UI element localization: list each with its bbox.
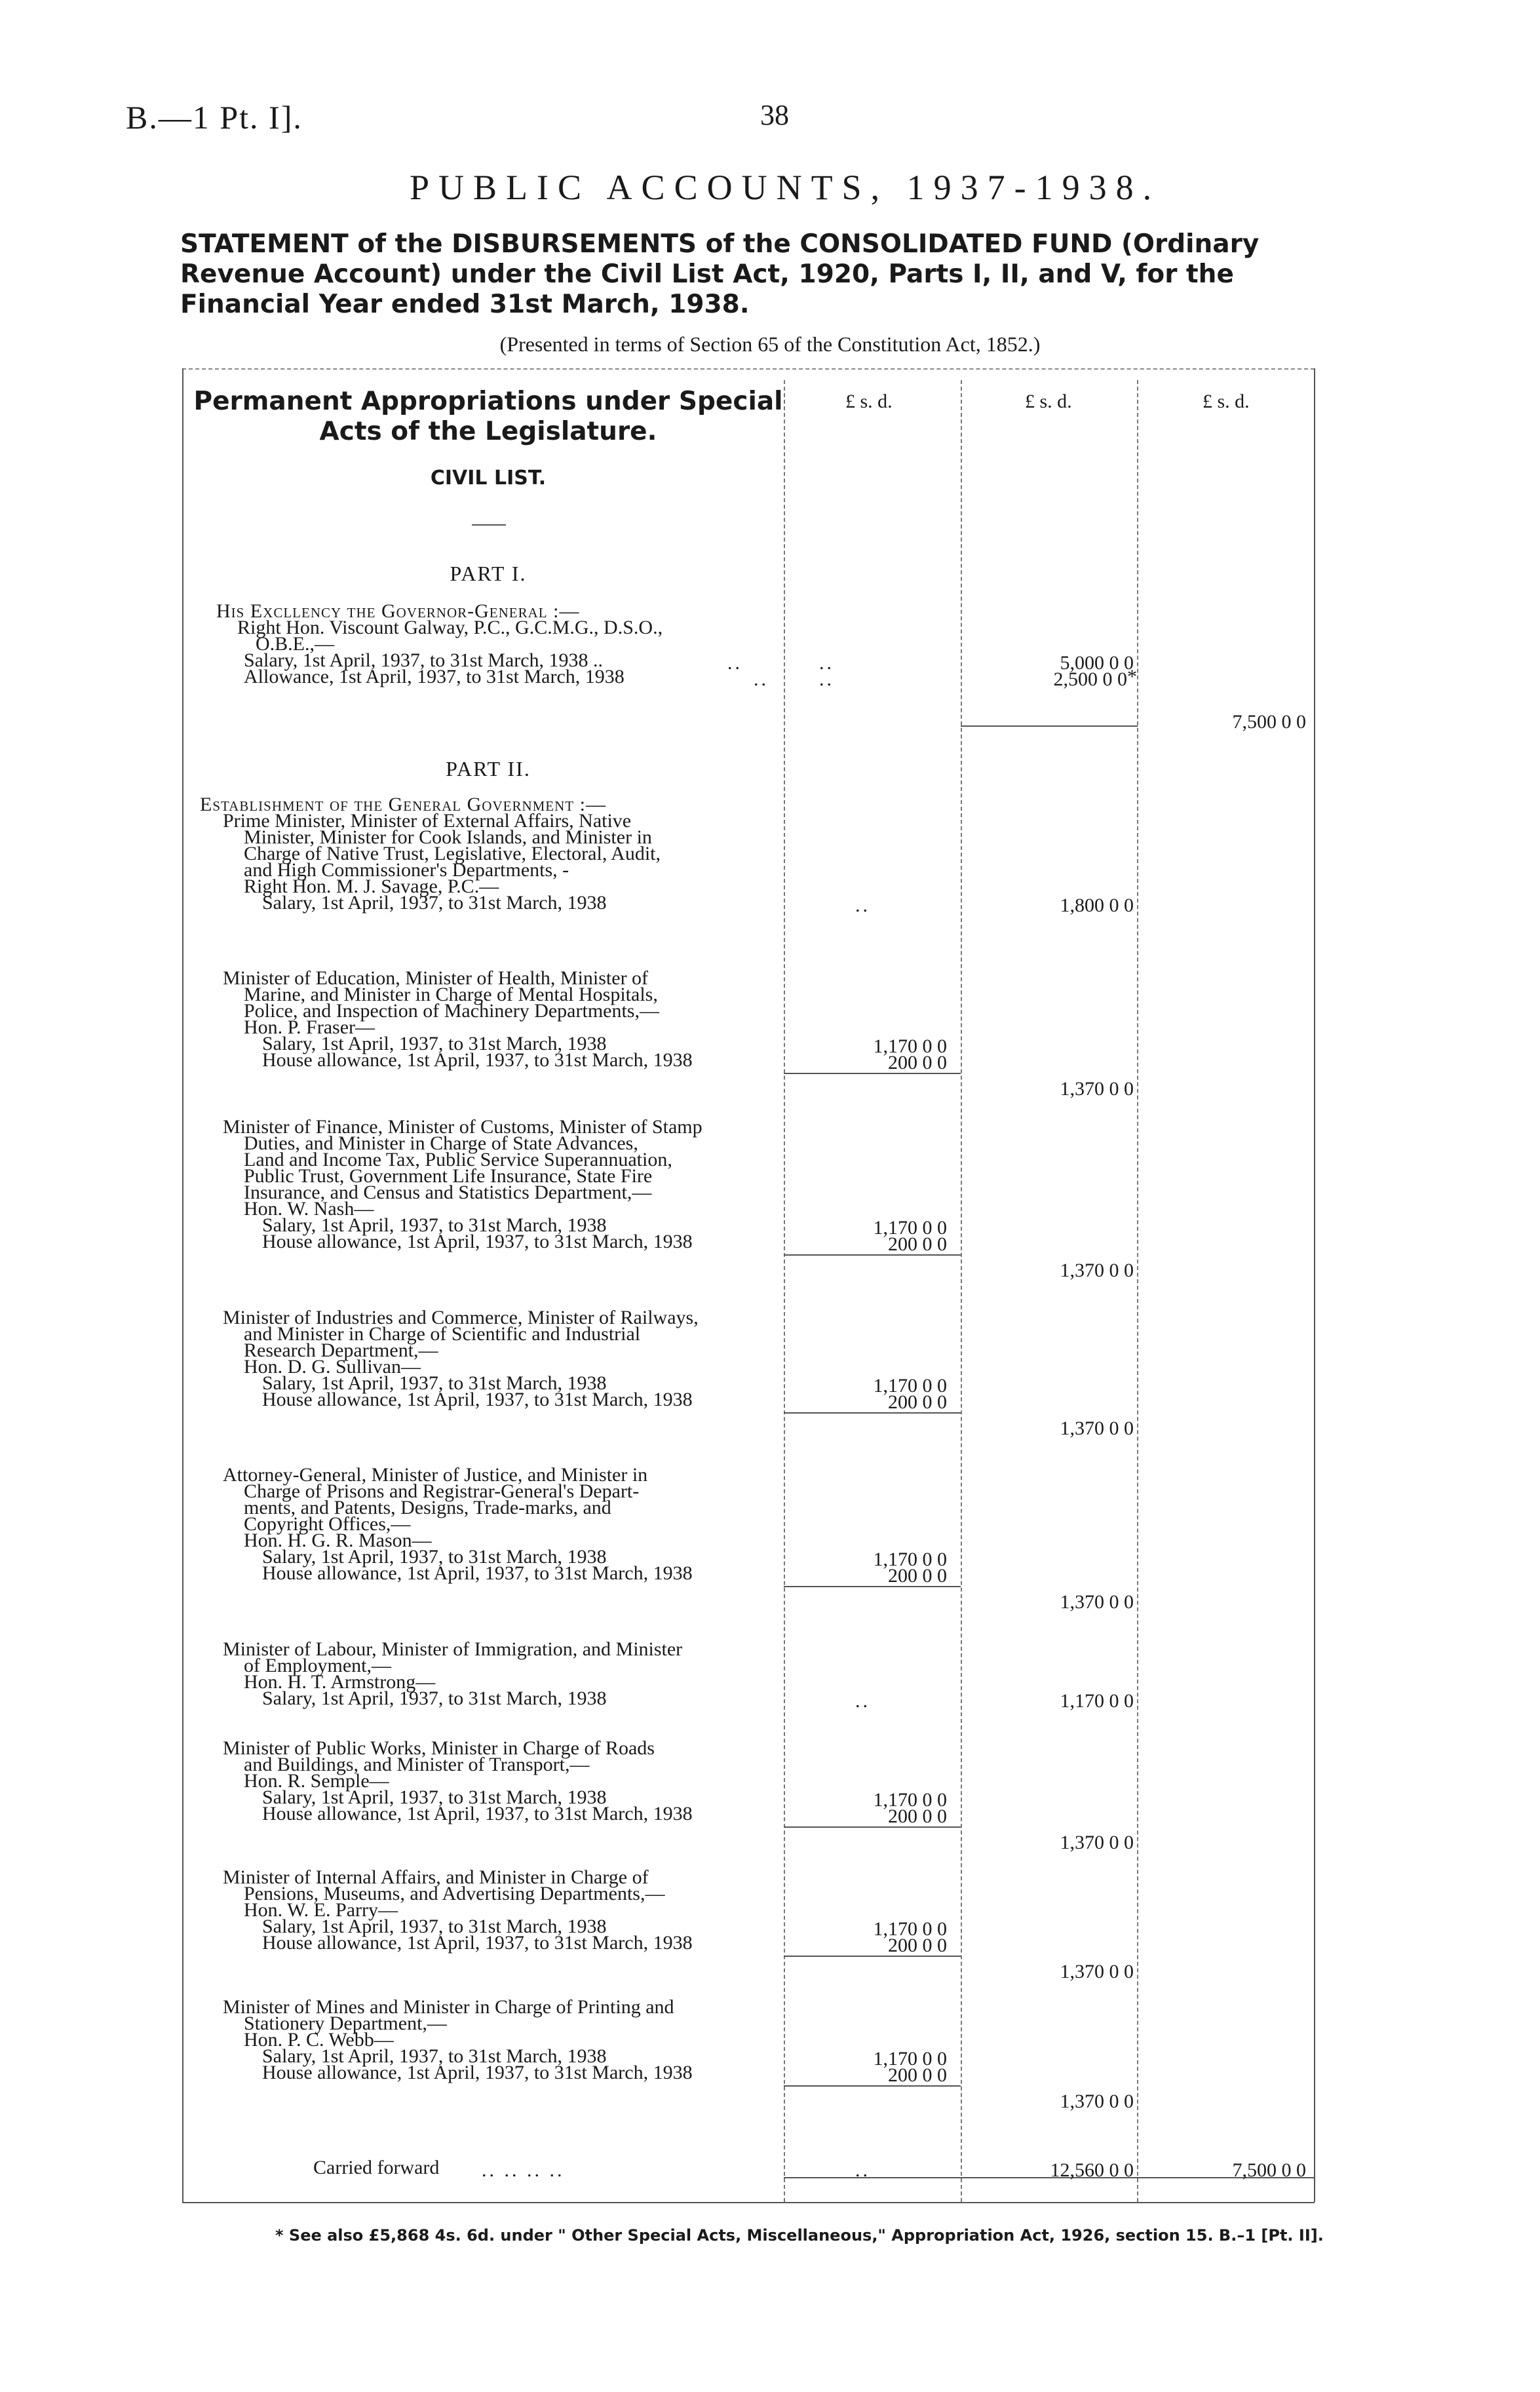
item-label: Salary, 1st April, 1937, to 31st March, 1938 [262, 2045, 607, 2067]
amount-col1: 1,170 0 0 [873, 1918, 947, 1940]
amount-col1: 1,170 0 0 [873, 2048, 947, 2070]
minister-total: 1,800 0 0 [1060, 895, 1134, 916]
text-line: Land and Income Tax, Public Service Superannuation, [244, 1149, 672, 1170]
minister-total: 1,370 0 0 [1060, 1078, 1134, 1100]
amount-col1: 200 0 0 [888, 2064, 947, 2086]
text-line: of Employment,— [244, 1655, 391, 1676]
amount-col1: 1,170 0 0 [873, 1789, 947, 1811]
item-label: Salary, 1st April, 1937, to 31st March, 1938 [262, 1786, 607, 1808]
minister-total: 1,370 0 0 [1060, 1260, 1134, 1281]
text-line: Right Hon. M. J. Savage, P.C.— [244, 876, 499, 897]
table-top-rule [182, 368, 1315, 370]
part-two-title: PART II. [446, 757, 531, 781]
text-line: ments, and Patents, Designs, Trade-marks, and [244, 1497, 611, 1518]
amount-col1: .. [855, 1690, 870, 1712]
amount-col1: 1,170 0 0 [873, 1549, 947, 1570]
column-rule-2 [961, 380, 962, 2202]
text-line: and Buildings, and Minister of Transport,— [244, 1754, 590, 1775]
text-line: Public Trust, Government Life Insurance, State Fire [244, 1165, 653, 1187]
part-two-heading: Establishment of the General Government :— [200, 794, 606, 815]
document-reference: B.—1 Pt. I]. [126, 99, 303, 136]
text-line: Hon. H. G. R. Mason— [244, 1530, 432, 1551]
subtotal-rule [784, 1073, 961, 1074]
column-header-2: £ s. d. [1025, 391, 1072, 412]
text-line: O.B.E.,— [256, 633, 334, 655]
statement-heading: STATEMENT of the DISBURSEMENTS of the CONSOLIDATED FUND (Ordinary Revenue Account) under the Civil List Act, 1920, Parts I, II, and V, for the Financial Year ended 31st March, 1938. [180, 229, 1260, 319]
subtotal-rule [784, 1826, 961, 1828]
text-line: Hon. H. T. Armstrong— [244, 1671, 436, 1693]
carried-forward-label: Carried forward [313, 2157, 440, 2178]
item-label: House allowance, 1st April, 1937, to 31st March, 1938 [262, 1389, 693, 1410]
column-rule-3 [1137, 380, 1138, 2202]
text-line: Research Department,— [244, 1340, 438, 1361]
subtotal-rule [784, 1254, 961, 1256]
minister-total: 1,370 0 0 [1060, 1591, 1134, 1613]
text-line: Charge of Prisons and Registrar-General's Depart- [244, 1480, 640, 1502]
text-line: Minister of Labour, Minister of Immigration, and Minister [223, 1638, 683, 1660]
text-line: Minister of Education, Minister of Health, Minister of [223, 967, 649, 989]
item-label: Salary, 1st April, 1937, to 31st March, 1938 [262, 1546, 607, 1568]
amount-col1: .. [819, 652, 834, 674]
part1-subtotal-rule [961, 725, 1138, 727]
carried-forward-col2: 12,560 0 0 [1050, 2159, 1134, 2181]
amount-col1: 200 0 0 [888, 1233, 947, 1255]
minister-total: 1,170 0 0 [1060, 1690, 1134, 1712]
text-line: Right Hon. Viscount Galway, P.C., G.C.M.G., D.S.O., [237, 617, 663, 638]
amount-col1: 1,170 0 0 [873, 1217, 947, 1239]
part-one-total: 7,500 0 0 [1232, 711, 1306, 733]
amount-col1: 200 0 0 [888, 1052, 947, 1073]
text-line: Hon. W. Nash— [244, 1198, 374, 1220]
item-label: House allowance, 1st April, 1937, to 31st March, 1938 [262, 1932, 693, 1954]
item-label: House allowance, 1st April, 1937, to 31st March, 1938 [262, 1049, 693, 1071]
item-label: Salary, 1st April, 1937, to 31st March, 1938 [262, 1214, 607, 1236]
item-label: Salary, 1st April, 1937, to 31st March, 1938 [262, 1033, 607, 1054]
text-line: Minister of Internal Affairs, and Minister in Charge of [223, 1866, 649, 1888]
carried-forward-col3: 7,500 0 0 [1232, 2159, 1306, 2181]
text-line: Minister of Finance, Minister of Customs, Minister of Stamp [223, 1116, 703, 1138]
civil-list-heading: CIVIL LIST. [430, 467, 547, 490]
text-line: Hon. P. Fraser— [244, 1016, 375, 1038]
text-line: Minister of Public Works, Minister in Charge of Roads [223, 1737, 655, 1759]
text-line: Minister of Mines and Minister in Charge of Printing and [223, 1996, 674, 2018]
text-line: Minister, Minister for Cook Islands, and Minister in [244, 826, 652, 848]
text-line: and Minister in Charge of Scientific and Industrial [244, 1323, 641, 1345]
text-line: Hon. D. G. Sullivan— [244, 1356, 421, 1378]
subtotal-rule [784, 1956, 961, 1957]
item-label: Allowance, 1st April, 1937, to 31st March, 1938 [244, 666, 625, 687]
footnote: * See also £5,868 4s. 6d. under " Other Special Acts, Miscellaneous," Appropriation Act, 1926, section 15. B.–1 [Pt. II]. [275, 2226, 1324, 2245]
item-label: Salary, 1st April, 1937, to 31st March, 1938 .. [244, 649, 604, 671]
item-label: House allowance, 1st April, 1937, to 31st March, 1938 [262, 1562, 693, 1584]
text-line: Pensions, Museums, and Advertising Departments,— [244, 1883, 665, 1904]
text-line: Hon. P. C. Webb— [244, 2029, 394, 2051]
amount-col1: 1,170 0 0 [873, 1035, 947, 1057]
dot-leader: .. [727, 652, 742, 674]
text-line: Charge of Native Trust, Legislative, Electoral, Audit, [244, 843, 661, 864]
item-label: Salary, 1st April, 1937, to 31st March, 1938 [262, 1916, 607, 1937]
text-line: Duties, and Minister in Charge of State Advances, [244, 1132, 638, 1154]
dot-leader: .. [754, 668, 769, 690]
text-line: Prime Minister, Minister of External Affairs, Native [223, 810, 632, 832]
amount-col2: 5,000 0 0 [1060, 652, 1134, 674]
item-label: Salary, 1st April, 1937, to 31st March, 1938 [262, 1688, 607, 1709]
table-section-title: Permanent Appropriations under Special Acts of the Legislature. [193, 387, 783, 446]
amount-col1: .. [855, 895, 870, 916]
table-right-rule [1314, 368, 1315, 2202]
footnote-marker: * [1127, 666, 1137, 687]
text-line: Hon. R. Semple— [244, 1770, 389, 1792]
subtotal-rule [784, 1412, 961, 1414]
text-line: Marine, and Minister in Charge of Mental Hospitals, [244, 984, 658, 1005]
text-line: Insurance, and Census and Statistics Department,— [244, 1182, 652, 1203]
minister-total: 1,370 0 0 [1060, 1961, 1134, 1982]
dot-leader: .. .. .. .. [482, 2159, 565, 2181]
carried-forward-col1: .. [855, 2159, 870, 2181]
text-line: Copyright Offices,— [244, 1513, 411, 1535]
text-line: Minister of Industries and Commerce, Minister of Railways, [223, 1307, 699, 1328]
minister-total: 1,370 0 0 [1060, 1418, 1134, 1439]
amount-col1: 200 0 0 [888, 1935, 947, 1956]
item-label: Salary, 1st April, 1937, to 31st March, 1938 [262, 1372, 607, 1394]
part-one-heading: His Excllency the Governor-General :— [216, 600, 580, 622]
minister-total: 1,370 0 0 [1060, 2091, 1134, 2112]
amount-col2: 2,500 0 0 [1053, 668, 1127, 690]
amount-col1: 1,170 0 0 [873, 1375, 947, 1397]
amount-col1: .. [819, 668, 834, 690]
amount-col1: 200 0 0 [888, 1565, 947, 1587]
item-label: Salary, 1st April, 1937, to 31st March, 1938 [262, 892, 607, 914]
subtotal-rule [784, 1586, 961, 1587]
minister-total: 1,370 0 0 [1060, 1832, 1134, 1853]
table-left-rule [182, 368, 183, 2202]
part-one-title: PART I. [450, 562, 527, 585]
text-line: and High Commissioner's Departments, - [244, 859, 569, 881]
heading-divider [472, 524, 506, 526]
page-number: 38 [760, 99, 789, 131]
table-bottom-rule [182, 2202, 1315, 2203]
amount-col1: 200 0 0 [888, 1391, 947, 1413]
text-line: Hon. W. E. Parry— [244, 1899, 398, 1921]
item-label: House allowance, 1st April, 1937, to 31st March, 1938 [262, 1803, 693, 1824]
item-label: House allowance, 1st April, 1937, to 31st March, 1938 [262, 2062, 693, 2083]
amount-col1: 200 0 0 [888, 1805, 947, 1827]
column-header-3: £ s. d. [1203, 391, 1250, 412]
column-header-1: £ s. d. [845, 391, 893, 412]
text-line: Police, and Inspection of Machinery Departments,— [244, 1000, 659, 1022]
column-rule-1 [784, 380, 785, 2202]
page-title: PUBLIC ACCOUNTS, 1937-1938. [410, 168, 1161, 207]
presented-note: (Presented in terms of Section 65 of the Constitution Act, 1852.) [499, 332, 1041, 356]
subtotal-rule [784, 2085, 961, 2087]
text-line: Stationery Department,— [244, 2013, 447, 2034]
text-line: Attorney-General, Minister of Justice, and Minister in [223, 1464, 648, 1486]
item-label: House allowance, 1st April, 1937, to 31st March, 1938 [262, 1231, 693, 1252]
